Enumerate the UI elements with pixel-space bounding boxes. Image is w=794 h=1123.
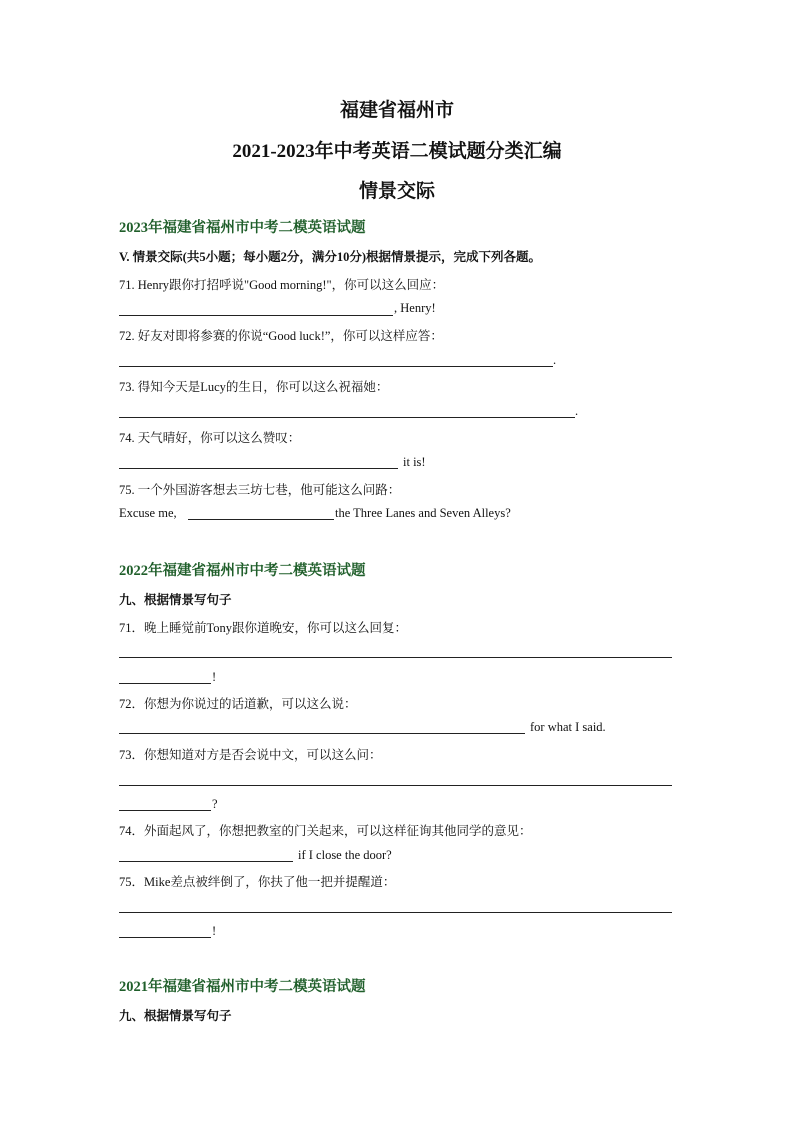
section-instruction-2022: 九、根据情景写句子 [119,593,232,607]
answer-tail-2023-72: . [553,353,557,367]
section-heading-2023: 2023年福建省福州市中考二模英语试题 [119,220,366,236]
question-2023-73: 73. 得知今天是Lucy的生日，你可以这么祝福她： [119,380,389,394]
answer-tail-2023-74: it is! [403,455,426,469]
answer-tail-2023-75: the Three Lanes and Seven Alleys? [335,506,511,520]
answer-tail-2023-71: , Henry! [394,301,436,315]
question-2023-71: 71. Henry跟你打招呼说"Good morning!"，你可以这么回应： [119,278,445,292]
answer-blank-2023-71[interactable] [119,315,393,316]
answer-blank-2022-73-line1[interactable] [119,785,672,786]
section-instruction-2023: V. 情景交际(共5小题；每小题2分，满分10分)根据情景提示，完成下列各题。 [119,250,541,264]
answer-blank-2022-75-line1[interactable] [119,912,672,913]
question-2023-72: 72. 好友对即将参赛的你说“Good luck!”，你可以这样应答： [119,329,443,343]
answer-blank-2023-73[interactable] [119,417,575,418]
answer-blank-2022-72[interactable] [119,733,525,734]
answer-tail-2022-71: ! [212,670,217,684]
answer-blank-2023-72[interactable] [119,366,553,367]
answer-blank-2022-71-line1[interactable] [119,657,672,658]
question-2022-75: 75．Mike差点被绊倒了，你扶了他一把并提醒道： [119,875,396,889]
answer-tail-2022-73: ? [212,797,218,811]
answer-lead-2023-75: Excuse me, [119,506,177,520]
doc-title-topic: 情景交际 [358,181,435,202]
answer-blank-2023-75[interactable] [188,519,334,520]
question-2022-71: 71．晚上睡觉前Tony跟你道晚安，你可以这么回复： [119,621,408,635]
answer-tail-2022-75: ! [212,924,217,938]
question-2022-74: 74．外面起风了，你想把教室的门关起来，可以这样征询其他同学的意见： [119,824,532,838]
doc-title-main: 2021-2023年中考英语二模试题分类汇编 [232,141,562,162]
answer-blank-2022-71-line2[interactable] [119,683,211,684]
answer-blank-2022-75-line2[interactable] [119,937,211,938]
section-heading-2021: 2021年福建省福州市中考二模英语试题 [119,979,366,995]
doc-title-region: 福建省福州市 [339,100,454,121]
question-2023-75: 75. 一个外国游客想去三坊七巷，他可能这么问路： [119,483,401,497]
answer-blank-2022-74[interactable] [119,861,293,862]
question-2022-73: 73．你想知道对方是否会说中文，可以这么问： [119,748,382,762]
section-instruction-2021: 九、根据情景写句子 [119,1009,232,1023]
answer-tail-2023-73: . [575,404,579,418]
section-heading-2022: 2022年福建省福州市中考二模英语试题 [119,563,366,579]
answer-tail-2022-74: if I close the door? [298,848,392,862]
question-2023-74: 74. 天气晴好，你可以这么赞叹： [119,431,301,445]
answer-blank-2022-73-line2[interactable] [119,810,211,811]
answer-blank-2023-74[interactable] [119,468,398,469]
question-2022-72: 72．你想为你说过的话道歉，可以这么说： [119,697,357,711]
answer-tail-2022-72: for what I said. [530,720,606,734]
